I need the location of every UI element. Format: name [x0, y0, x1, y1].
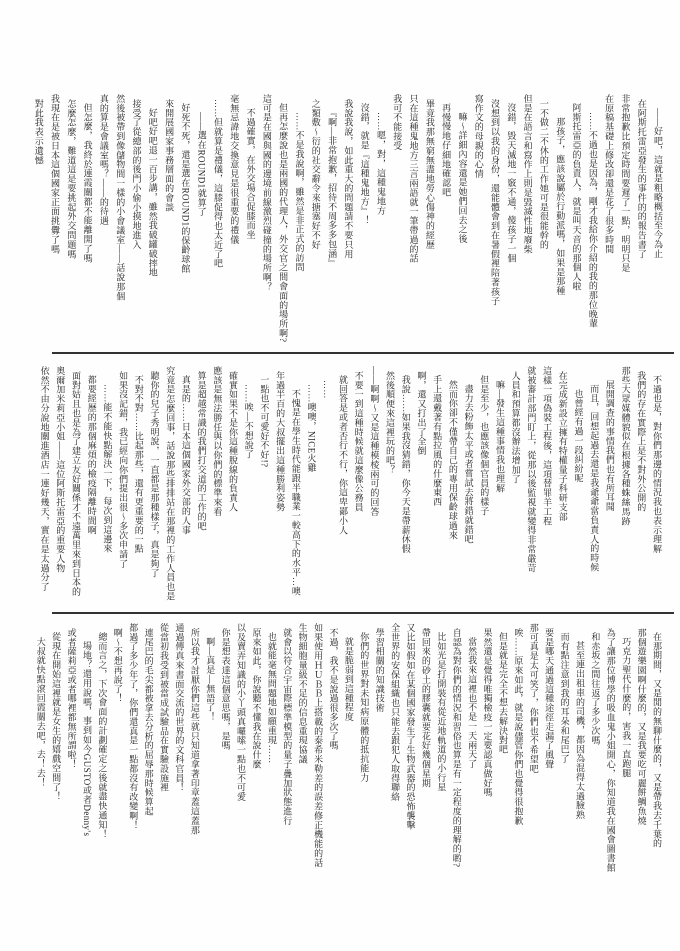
text-line: 那個遊樂園啊什麼的，又是我要吃可麗餅鯛魚燒	[636, 627, 647, 825]
text-line: 在完成新設立擁有特權量子科研支部	[557, 370, 568, 521]
text-line: 學習相關的知識技術	[374, 627, 385, 713]
text-line: 確實如果不是你這種脫線的負責人	[228, 370, 239, 512]
text-line: 接受了從總部的後門小偷小摸地進入	[131, 98, 142, 249]
section-divider-2	[52, 612, 674, 614]
text-line: 就回答是或者否行不行，你這卑鄙小人	[337, 375, 348, 535]
text-line: 自認為對你們的情況和習俗也算是有一定程度的理解的喲?	[451, 627, 462, 867]
text-line: ——好吧，這就是粗略概括至今為止	[653, 107, 663, 258]
text-line: 究竟是怎麼回事，話說那些排排站在那裡的工作人員也是	[165, 366, 176, 601]
text-line: ……能不能快點解決一下，每次到這邊來	[102, 384, 113, 554]
text-line: 聽你的兒子秀明說，一直都是那種樣子，真是夠了	[149, 370, 160, 578]
text-line: 然而你卻不僅帶自己的專用保齡球過來	[447, 379, 458, 540]
text-line: 啊—真是—無語了！	[205, 636, 216, 722]
text-line: 都過了多少年了，你們還真是一點都沒有改變啊！	[128, 623, 139, 830]
text-line: 畢竟我那無窮無盡地勞心傷神的經歷	[424, 98, 435, 249]
text-line: 人員和預算都沒辦法增加了	[510, 370, 521, 484]
text-line: 全世界的安保組織也只能去跟犯人取得聯絡	[390, 623, 401, 802]
text-line: ——選在ROUND1就算了	[196, 112, 207, 217]
text-line: 嘛～詳細內容還是她們回去之後	[457, 112, 468, 244]
text-line: ……不過也是因為，剛才我給你介紹的我的那位晚輩	[587, 112, 598, 329]
text-line: 在那期間，又是閒的無聊什麼的，又是帶我去千葉的	[652, 632, 662, 849]
text-line: 但再怎麼說也是兩國的代理人，外交官之間會面的場所啊?	[278, 103, 289, 343]
text-line: 從當初我受到被當成試驗品在實驗設施裡	[159, 623, 169, 793]
text-line: 不對不對……比起那些，還有更重要的一點	[133, 375, 144, 554]
vertical-text-block-2	[16, 366, 664, 608]
text-line: 然後順便來這裡玩的吧？	[385, 370, 396, 474]
text-line: 沒錯，就是『這種鬼地方』！	[359, 103, 370, 226]
text-line: 所以我才討厭你們這些就只知道拿著印章蓋這蓋那	[189, 627, 200, 835]
text-line: 而有點注意到我的耳朵和尾巴了	[559, 632, 570, 764]
text-line: 以及賣弄知識的小丫頭真囉嗦一點也不可愛	[236, 623, 247, 802]
text-line: ……嗯，對，這種鬼地方	[375, 112, 386, 216]
text-line: 來開展國家事務層面的會談	[164, 98, 175, 212]
text-line: 在原稿基礎上修改卻還是花了很多時間	[604, 94, 615, 254]
text-line: 依然不由分說地關進酒店一連好幾天，實在是太過分了	[39, 366, 50, 592]
text-line: 非常抱歉比預定時間要遲了一點，明明只是	[620, 94, 631, 273]
text-line: 好死不死，還是選在ROUND1的保齡球館	[180, 103, 191, 274]
vertical-text-block-3	[12, 623, 664, 875]
text-line: 但是至少，也應該像個官員的樣子	[479, 375, 490, 516]
text-line: 你們的世界對未知病原體的抵抗能力	[359, 632, 370, 783]
text-line: 我可不能接受	[392, 94, 403, 151]
text-line: ——啊啊～又是這種模棱兩可的回答	[369, 366, 380, 517]
text-line: 都要經歷的那個麻煩的檢疫隔離時間啊	[86, 375, 97, 535]
text-line: 『啊—非常抱歉，招待不周多多包涵』	[327, 107, 338, 268]
text-line: 你是想表達這個意思嗎，是嗎	[220, 627, 231, 750]
text-line: 唉……原來如此，就是說儘管你們也覺得很抱歉	[513, 627, 524, 825]
text-line: 啊～不想再說了！	[112, 627, 123, 703]
text-line: 再慢慢地仔細地確認吧	[441, 103, 452, 197]
text-line: 但是就是完全不想去解決對吧	[497, 632, 508, 755]
text-line: 不要一到這種時候就這麼像公務員	[353, 370, 364, 512]
text-line: 沒錯，毀天滅地一竅不通，傻孩子一個	[506, 103, 517, 263]
text-line: 我們的存在實際上是不對外公開的	[636, 370, 647, 512]
text-line: 啊，還又打出了全倒	[416, 370, 427, 456]
text-line: 真是的……日本這個國家外交部的人事	[180, 375, 191, 535]
text-line: 和赤坂之間往返了多少次嗎	[590, 632, 601, 745]
text-line: 而且，回想起過去還是我爺爺當負責人的時候	[589, 384, 600, 572]
text-line: 盡力去粉飾太平或者嘗試去將錯就錯吧	[463, 384, 474, 544]
section-divider-1	[52, 352, 674, 354]
text-line: 只在這種鬼地方三言兩語就一筆帶過的話	[408, 94, 419, 264]
text-line: 帶回來的砂土的膠囊就要花好幾個星期	[420, 627, 431, 788]
text-line: ……	[322, 379, 333, 399]
text-line: 我說我說，如此重大的問題請不要只用	[343, 98, 354, 259]
text-line: 我現在是被日本這個國家正面挑釁了嗎	[50, 94, 61, 254]
text-line: 在阿斯托雷亞發生的事件的的報告書了	[636, 98, 647, 259]
text-line: 毫無忌諱地交換意見是很重要的禮儀	[229, 94, 240, 245]
text-line: 真的算是會議室嗎？——的待遇	[98, 94, 109, 226]
text-line: 但是在語言和寫作上則是毀滅性地廢柴	[522, 94, 533, 254]
text-line: 這樣一項偽裝工程後，這項替罪羊工程	[542, 366, 553, 526]
text-line: 奧爾加米莉亞小姐——這位阿斯托雷亞的重要人物	[55, 366, 66, 573]
text-line: 展開調查的事情我們也有所耳聞	[604, 379, 615, 512]
text-line: 不過確實，在外交場合促膝而坐	[245, 107, 256, 240]
text-line: 一不做二不休的工作她可是很能幹的	[538, 98, 549, 249]
text-line: 場地？還用說嗎，事到如今GUSTO或者Denny's	[81, 641, 92, 837]
text-line: 我說……如果我沒猜錯，你今天是帶薪休假	[400, 375, 411, 554]
text-line: 嘛—發生這種事情我也理解	[494, 379, 505, 493]
text-line: 從現在開始這裡就是女生的嬉戲空間了！	[51, 632, 62, 802]
text-line: 如果使用ＨＵＢＢ上搭載的泰希米勒差的誤差修正機能的話	[313, 623, 324, 868]
text-line: 年過半百的大叔擺出這種勝利姿勢	[275, 370, 286, 512]
text-line: 連尾巴的毛尖都被拿去分析的屈辱那時候算起	[143, 627, 154, 816]
text-line: 就會以符合宇宙際標準模型的量子疊加狀態進行	[282, 627, 293, 825]
text-line: 然後被帶到像儲物間一樣的小會議室——話說那個	[115, 94, 126, 301]
text-line: 寫作文的母親的心情	[473, 94, 484, 179]
text-line: 面對姑且也是為了建立友好關係才不遠萬里來到日本的	[70, 370, 81, 597]
text-line: 通過傳真來書面交流的世界的文科官員！	[174, 623, 185, 793]
text-line: 為了讓那位博學的吸血鬼小姐開心，你知道我在國會圖書館	[605, 627, 616, 872]
text-line: 好吧好吧退一百步講，雖然我破罐破摔地	[147, 107, 158, 277]
text-line: 不愧是在學生時代能跟半職業一較高下的水平…噢	[290, 388, 301, 596]
text-line: 生物細胞量級不足的信息重現協議	[297, 623, 308, 764]
text-line: 又比如假如在某個國家發生了生物武器的恐怖襲擊	[405, 623, 416, 830]
text-line: 但怎麼，我終於連霞關都不能離開了嗎	[82, 103, 93, 263]
text-line: 阿斯托雷亞的負責人，就是叫天音的那個人啦	[571, 103, 582, 291]
text-line: 巧克力聖代什麼的，害我一直跑腿	[621, 636, 632, 778]
vertical-text-block-1	[18, 94, 666, 346]
text-line: 怎麼怎麼，難道這是要挑起外交問題嗎	[66, 98, 77, 259]
text-line: 要是哪天通過這種途徑走漏了風聲	[544, 627, 555, 769]
text-line: ……但就算是禮儀，這膝促得也太近了吧	[212, 98, 223, 268]
text-line: ……唉—不想說了	[243, 384, 254, 460]
text-line: 那些大眾媒體貌似在根據各種蛛絲馬跡	[620, 366, 631, 526]
text-line: 當然我來這裡也不是一天兩天了	[467, 636, 478, 769]
text-line: 比如光是打開裝有從近地軌道的小行星	[436, 632, 447, 792]
text-line: ……噢噢，NICE火雞	[306, 384, 317, 473]
text-line: 就被審計部門盯上，從那以後監視就變得非常嚴苛	[526, 366, 537, 573]
text-line: 總而言之，下次會面的計劃確定之後就盡快通知！	[97, 632, 108, 839]
text-line: 不過，我不是說過很多次了嗎	[328, 627, 339, 750]
text-line: 沒想到以我的身份，還能體會到在暑假裡陪著孩子	[490, 98, 501, 306]
text-line: 也就能毫無問題地如願重現……	[266, 632, 277, 764]
text-line: 應該是無法勝任與以你們的標準來看	[212, 366, 223, 517]
text-line: 手上還戴著有點拉風的什麼東西	[432, 375, 443, 507]
text-line: 那孩子，應該說屬於行動派嗎，如果是那種	[555, 116, 566, 296]
text-line: 果然還是覺得唯獨檢疫一定要認真做好嗎	[482, 627, 493, 797]
text-line: 這可是在國與國的邊境前線激烈碰撞的場所啊？	[261, 94, 272, 292]
text-line: 之類敷～衍的社交辭令來搪塞好不好	[310, 98, 321, 249]
text-line: 如果沒記錯，我已經向你們提出很～多次申請了	[118, 370, 129, 568]
text-line: 也曾經有過一段糾紛呢	[573, 388, 584, 483]
text-line: 甚至連出租車的司機，都因為混得太過臉熟	[574, 641, 585, 820]
text-line: 原來如此，你說聽不懂我在說什麼	[251, 627, 262, 769]
text-line: 就是脆弱到這種程度	[343, 636, 354, 722]
text-line: 算是超越常識的我們打交道的工作的吧	[196, 370, 207, 531]
text-line: 對此我表示遺憾	[33, 98, 44, 165]
text-line: 大叔就快點滾回霞關去吧，去！去！	[35, 636, 46, 787]
text-line: 或者薩莉亞或者哪裡都無所謂啦！	[66, 627, 77, 769]
text-line: 不過也是，對你們那邊的情況我也表示理解	[652, 375, 662, 554]
text-line: ……不是我說啊，雖然是非正式的訪問	[294, 112, 305, 272]
text-line: 一點也不可愛好不好!?	[259, 375, 270, 468]
text-line: 那可真是太可笑了，你們也不希望吧	[528, 623, 539, 774]
